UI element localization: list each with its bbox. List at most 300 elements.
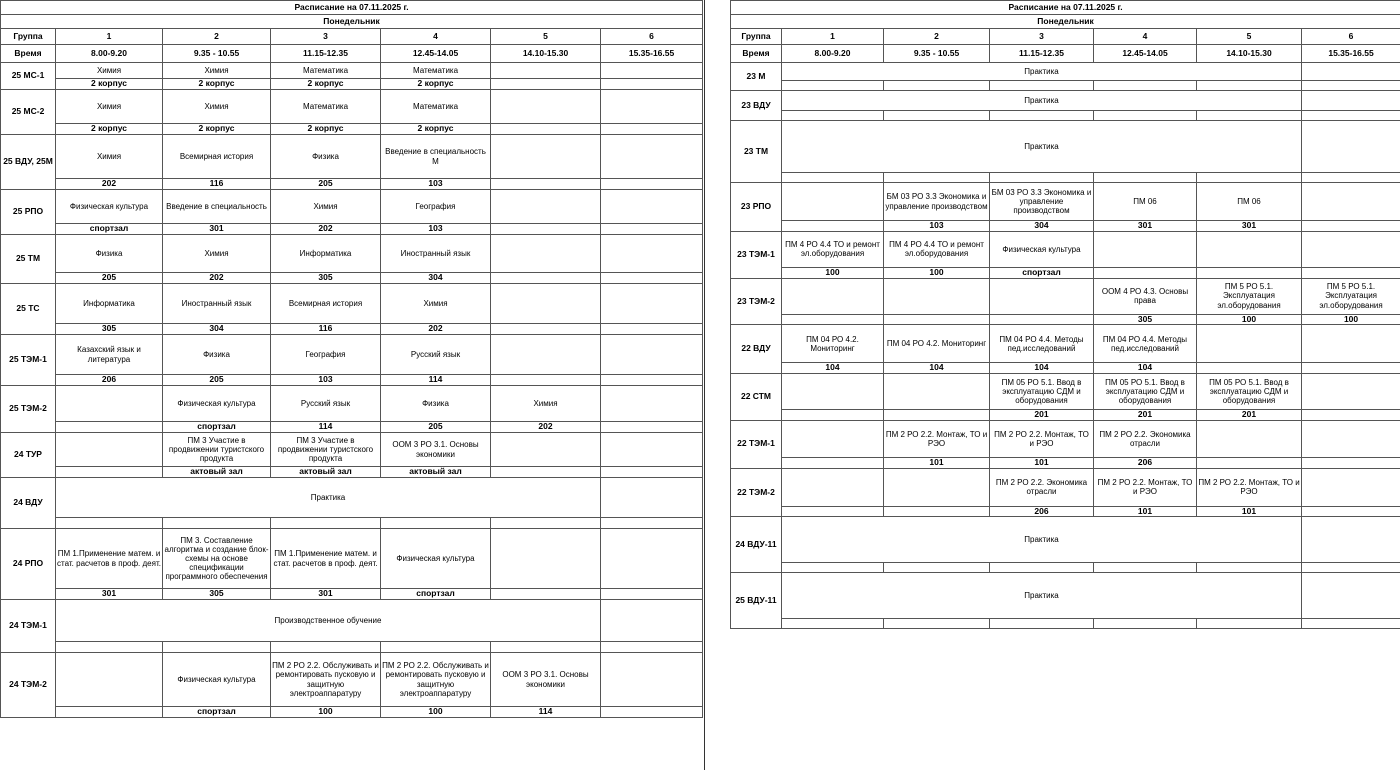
lesson-room: [1197, 173, 1302, 183]
group-name: 25 РПО: [1, 190, 56, 235]
group-row: [731, 231, 1400, 267]
lesson-room: [601, 79, 703, 90]
lesson-subject: Введение в специальность М: [381, 135, 491, 179]
lesson-room: 2 корпус: [381, 79, 491, 90]
group-row: [731, 183, 1400, 221]
lesson-subject: [782, 374, 884, 410]
group-name: 25 МС-1: [1, 63, 56, 90]
lesson-subject: ПМ 2 РО 2.2. Монтаж, ТО и РЭО: [990, 420, 1094, 457]
lesson-subject: [601, 284, 703, 324]
lesson-subject: ПМ 2 РО 2.2. Экономика отрасли: [1094, 420, 1197, 457]
lesson-subject: ПМ 5 РО 5.1. Эксплуатация эл.оборудования: [1302, 278, 1400, 314]
lesson-room: [782, 410, 884, 421]
room-row: [731, 410, 1400, 421]
lesson-subject: Информатика: [56, 284, 163, 324]
lesson-subject: ПМ 4 РО 4.4 ТО и ремонт эл.оборудования: [884, 231, 990, 267]
lesson-subject: Химия: [163, 63, 271, 79]
pair-number: 4: [1094, 29, 1197, 45]
room-row: [731, 173, 1400, 183]
lesson-subject: Русский язык: [381, 335, 491, 375]
lesson-room: [990, 173, 1094, 183]
lesson-subject: [1302, 63, 1400, 81]
lesson-room: [1302, 410, 1400, 421]
room-row: [731, 563, 1400, 573]
lesson-subject: Физическая культура: [163, 653, 271, 707]
lesson-subject: [782, 278, 884, 314]
group-row: [1, 478, 703, 518]
group-name: 25 ВДУ-11: [731, 573, 782, 629]
group-row: [731, 278, 1400, 314]
lesson-room: [782, 221, 884, 232]
lesson-room: спортзал: [163, 707, 271, 718]
pair-time: 12.45-14.05: [381, 45, 491, 63]
group-name: 25 ВДУ, 25М: [1, 135, 56, 190]
lesson-room: 205: [381, 422, 491, 433]
lesson-room: [491, 324, 601, 335]
group-row: [731, 420, 1400, 457]
lesson-subject: ПМ 2 РО 2.2. Монтаж, ТО и РЭО: [1094, 468, 1197, 506]
lesson-subject: Химия: [56, 135, 163, 179]
lesson-subject: Математика: [381, 63, 491, 79]
lesson-room: 201: [1094, 410, 1197, 421]
lesson-subject: ПМ 04 РО 4.4. Методы пед.исследований: [990, 325, 1094, 363]
lesson-room: 104: [1094, 363, 1197, 374]
lesson-room: 202: [271, 224, 381, 235]
lesson-room: спортзал: [990, 267, 1094, 278]
lesson-room: 305: [271, 273, 381, 284]
lesson-room: 202: [56, 179, 163, 190]
lesson-subject: Химия: [491, 386, 601, 422]
group-row: [1, 335, 703, 375]
lesson-subject: ПМ 04 РО 4.2. Мониторинг: [782, 325, 884, 363]
lesson-room: 305: [1094, 314, 1197, 325]
lesson-subject: Физическая культура: [381, 529, 491, 589]
schedule-day: Понедельник: [731, 15, 1400, 29]
lesson-room: 100: [884, 267, 990, 278]
lesson-room: 201: [1197, 410, 1302, 421]
lesson-subject: [491, 433, 601, 467]
group-name: 24 РПО: [1, 529, 56, 600]
lesson-room: [491, 179, 601, 190]
lesson-room: [1094, 111, 1197, 121]
lesson-subject: Иностранный язык: [381, 235, 491, 273]
lesson-subject: [601, 433, 703, 467]
lesson-subject: [491, 90, 601, 124]
lesson-room: [1197, 363, 1302, 374]
lesson-room: [381, 518, 491, 529]
pair-time: 9.35 - 10.55: [884, 45, 990, 63]
lesson-subject: ПМ 06: [1197, 183, 1302, 221]
group-row: [731, 517, 1400, 563]
lesson-room: 2 корпус: [271, 79, 381, 90]
lesson-room: [1302, 363, 1400, 374]
lesson-subject: Химия: [163, 90, 271, 124]
room-row: [731, 619, 1400, 629]
group-name: 25 ТЭМ-2: [1, 386, 56, 433]
group-row: [1, 63, 703, 79]
pair-time: 15.35-16.55: [1302, 45, 1400, 63]
group-name: 22 ТЭМ-1: [731, 420, 782, 468]
pair-time: 14.10-15.30: [1197, 45, 1302, 63]
lesson-subject: ПМ 5 РО 5.1. Эксплуатация эл.оборудования: [1197, 278, 1302, 314]
schedule-table-left: [0, 0, 703, 718]
room-row: [1, 179, 703, 190]
group-name: 24 ВДУ: [1, 478, 56, 529]
lesson-subject: Химия: [271, 190, 381, 224]
lesson-room: 304: [381, 273, 491, 284]
lesson-subject: Русский язык: [271, 386, 381, 422]
lesson-subject: БМ 03 РО 3.3 Экономика и управление производством: [884, 183, 990, 221]
lesson-room: [601, 124, 703, 135]
lesson-room: [782, 619, 884, 629]
lesson-subject: [1302, 374, 1400, 410]
group-name: 23 ТМ: [731, 121, 782, 183]
lesson-subject: Химия: [163, 235, 271, 273]
lesson-room: [601, 589, 703, 600]
pair-time: 8.00-9.20: [56, 45, 163, 63]
lesson-room: [491, 124, 601, 135]
group-name: 25 ТС: [1, 284, 56, 335]
room-row: [1, 467, 703, 478]
lesson-room: спортзал: [56, 224, 163, 235]
lesson-subject: [491, 235, 601, 273]
group-row: [1, 135, 703, 179]
lesson-subject: ПМ 2 РО 2.2. Обслуживать и ремонтировать пусковую и защитную электроаппаратуру: [381, 653, 491, 707]
lesson-subject: Физическая культура: [56, 190, 163, 224]
lesson-room: 104: [990, 363, 1094, 374]
lesson-subject: [601, 190, 703, 224]
group-row: [1, 190, 703, 224]
lesson-room: 304: [990, 221, 1094, 232]
room-row: [731, 221, 1400, 232]
room-row: [1, 518, 703, 529]
group-name: 23 ВДУ: [731, 91, 782, 121]
lesson-subject: [601, 600, 703, 642]
lesson-room: [56, 707, 163, 718]
schedule-panel-right: [730, 0, 1400, 770]
lesson-subject: [1302, 420, 1400, 457]
pair-number: 4: [381, 29, 491, 45]
lesson-room: 206: [1094, 457, 1197, 468]
lesson-subject: Иностранный язык: [163, 284, 271, 324]
lesson-room: [1302, 81, 1400, 91]
lesson-room: 2 корпус: [163, 79, 271, 90]
lesson-room: [491, 79, 601, 90]
pair-number: 1: [782, 29, 884, 45]
lesson-subject: [601, 63, 703, 79]
lesson-room: 114: [491, 707, 601, 718]
lesson-room: 101: [1197, 506, 1302, 517]
lesson-room: [601, 422, 703, 433]
lesson-room: [1197, 81, 1302, 91]
group-row: [731, 91, 1400, 111]
lesson-subject: Физика: [381, 386, 491, 422]
lesson-room: [491, 589, 601, 600]
lesson-room: [491, 642, 601, 653]
lesson-room: 202: [381, 324, 491, 335]
merged-activity: Производственное обучение: [56, 600, 601, 642]
lesson-room: 305: [56, 324, 163, 335]
group-row: [731, 63, 1400, 81]
lesson-room: [271, 642, 381, 653]
lesson-room: [884, 563, 990, 573]
merged-activity: Практика: [782, 91, 1302, 111]
lesson-subject: [601, 135, 703, 179]
lesson-subject: Физическая культура: [163, 386, 271, 422]
lesson-subject: Физика: [163, 335, 271, 375]
lesson-room: 304: [163, 324, 271, 335]
lesson-subject: Информатика: [271, 235, 381, 273]
lesson-subject: Химия: [381, 284, 491, 324]
pair-time: 12.45-14.05: [1094, 45, 1197, 63]
lesson-room: [601, 324, 703, 335]
lesson-room: [990, 314, 1094, 325]
lesson-room: 205: [163, 375, 271, 386]
lesson-room: [1197, 457, 1302, 468]
lesson-room: 2 корпус: [271, 124, 381, 135]
lesson-room: 301: [163, 224, 271, 235]
room-row: [1, 224, 703, 235]
lesson-room: 100: [782, 267, 884, 278]
lesson-room: 2 корпус: [163, 124, 271, 135]
lesson-subject: Химия: [56, 90, 163, 124]
group-name: 24 ТЭМ-1: [1, 600, 56, 653]
lesson-subject: [601, 335, 703, 375]
lesson-room: [56, 467, 163, 478]
lesson-room: [601, 467, 703, 478]
lesson-subject: Физика: [56, 235, 163, 273]
merged-activity: Практика: [782, 573, 1302, 619]
lesson-subject: ПМ 2 РО 2.2. Монтаж, ТО и РЭО: [1197, 468, 1302, 506]
lesson-room: 205: [56, 273, 163, 284]
lesson-room: 101: [1094, 506, 1197, 517]
lesson-room: 202: [163, 273, 271, 284]
lesson-room: спортзал: [381, 589, 491, 600]
lesson-room: [782, 457, 884, 468]
lesson-subject: Всемирная история: [163, 135, 271, 179]
pair-number: 3: [271, 29, 381, 45]
room-row: [731, 457, 1400, 468]
lesson-subject: [601, 653, 703, 707]
lesson-subject: [1094, 231, 1197, 267]
lesson-room: 301: [1094, 221, 1197, 232]
group-name: 22 СТМ: [731, 374, 782, 421]
merged-activity: Практика: [56, 478, 601, 518]
group-name: 24 ТУР: [1, 433, 56, 478]
lesson-room: [1094, 81, 1197, 91]
lesson-room: [1197, 111, 1302, 121]
lesson-room: 114: [271, 422, 381, 433]
lesson-room: 103: [271, 375, 381, 386]
group-row: [731, 468, 1400, 506]
group-name: 23 М: [731, 63, 782, 91]
pair-time: 8.00-9.20: [782, 45, 884, 63]
lesson-room: [990, 619, 1094, 629]
lesson-subject: ПМ 04 РО 4.2. Мониторинг: [884, 325, 990, 363]
lesson-room: [884, 619, 990, 629]
lesson-room: 103: [884, 221, 990, 232]
lesson-subject: [1302, 517, 1400, 563]
lesson-subject: ПМ 2 РО 2.2. Экономика отрасли: [990, 468, 1094, 506]
lesson-room: [56, 642, 163, 653]
lesson-subject: ООМ 3 РО 3.1. Основы экономики: [491, 653, 601, 707]
lesson-room: [601, 707, 703, 718]
lesson-room: [601, 179, 703, 190]
lesson-room: [56, 422, 163, 433]
lesson-room: 116: [163, 179, 271, 190]
lesson-subject: [601, 235, 703, 273]
lesson-subject: ПМ 04 РО 4.4. Методы пед.исследований: [1094, 325, 1197, 363]
schedule-table-right: [730, 0, 1400, 629]
lesson-subject: БМ 03 РО 3.3 Экономика и управление производством: [990, 183, 1094, 221]
lesson-room: [601, 375, 703, 386]
group-header: Группа: [1, 29, 56, 45]
lesson-subject: ПМ 2 РО 2.2. Обслуживать и ремонтировать пусковую и защитную электроаппаратуру: [271, 653, 381, 707]
lesson-room: [1094, 619, 1197, 629]
group-row: [1, 600, 703, 642]
lesson-room: [884, 506, 990, 517]
merged-activity: Практика: [782, 63, 1302, 81]
lesson-room: [884, 81, 990, 91]
lesson-subject: ПМ 1.Применение матем. и стат. расчетов в проф. деят.: [56, 529, 163, 589]
lesson-subject: [56, 653, 163, 707]
lesson-subject: [1302, 325, 1400, 363]
lesson-room: [491, 518, 601, 529]
lesson-room: 101: [990, 457, 1094, 468]
lesson-room: 301: [56, 589, 163, 600]
panel-divider: [704, 0, 705, 770]
lesson-subject: Математика: [271, 63, 381, 79]
lesson-subject: Введение в специальность: [163, 190, 271, 224]
lesson-room: [990, 111, 1094, 121]
room-row: [1, 324, 703, 335]
group-name: 25 ТЭМ-1: [1, 335, 56, 386]
lesson-room: 103: [381, 224, 491, 235]
lesson-subject: ООМ 3 РО 3.1. Основы экономики: [381, 433, 491, 467]
lesson-room: 206: [990, 506, 1094, 517]
lesson-room: [1197, 619, 1302, 629]
lesson-room: 103: [381, 179, 491, 190]
group-name: 24 ВДУ-11: [731, 517, 782, 573]
lesson-room: [1302, 619, 1400, 629]
room-row: [731, 314, 1400, 325]
room-row: [1, 79, 703, 90]
lesson-room: [56, 518, 163, 529]
group-name: 22 ВДУ: [731, 325, 782, 374]
room-row: [731, 506, 1400, 517]
room-row: [1, 375, 703, 386]
lesson-subject: Физика: [271, 135, 381, 179]
merged-activity: Практика: [782, 517, 1302, 563]
lesson-subject: ПМ 2 РО 2.2. Монтаж, ТО и РЭО: [884, 420, 990, 457]
lesson-subject: ПМ 3. Составление алгоритма и создание блок-схемы на основе спецификации программного обеспечения: [163, 529, 271, 589]
lesson-room: актовый зал: [271, 467, 381, 478]
group-row: [1, 386, 703, 422]
lesson-room: [601, 642, 703, 653]
lesson-room: 305: [163, 589, 271, 600]
lesson-room: [990, 563, 1094, 573]
lesson-room: 2 корпус: [381, 124, 491, 135]
lesson-subject: [782, 183, 884, 221]
pair-number: 3: [990, 29, 1094, 45]
room-row: [1, 124, 703, 135]
lesson-subject: [491, 135, 601, 179]
lesson-subject: ПМ 3 Участие в продвижении туристского продукта: [163, 433, 271, 467]
lesson-room: 2 корпус: [56, 79, 163, 90]
pair-number: 6: [1302, 29, 1400, 45]
room-row: [1, 422, 703, 433]
lesson-subject: [1197, 231, 1302, 267]
group-row: [731, 374, 1400, 410]
lesson-room: [163, 642, 271, 653]
lesson-room: [884, 410, 990, 421]
lesson-subject: [1302, 121, 1400, 173]
schedule-title: Расписание на 07.11.2025 г.: [731, 1, 1400, 15]
lesson-room: 2 корпус: [56, 124, 163, 135]
pair-time: 11.15-12.35: [990, 45, 1094, 63]
lesson-subject: [491, 529, 601, 589]
group-row: [731, 121, 1400, 173]
lesson-room: 100: [381, 707, 491, 718]
room-row: [731, 81, 1400, 91]
merged-activity: Практика: [782, 121, 1302, 173]
lesson-room: актовый зал: [163, 467, 271, 478]
lesson-room: [491, 273, 601, 284]
lesson-subject: Математика: [381, 90, 491, 124]
lesson-subject: [782, 420, 884, 457]
lesson-subject: Химия: [56, 63, 163, 79]
group-row: [1, 90, 703, 124]
pair-time: 14.10-15.30: [491, 45, 601, 63]
lesson-subject: Математика: [271, 90, 381, 124]
lesson-room: [1094, 173, 1197, 183]
lesson-room: 301: [1197, 221, 1302, 232]
lesson-subject: [884, 374, 990, 410]
pair-number: 5: [491, 29, 601, 45]
group-name: 25 ТМ: [1, 235, 56, 284]
pair-number: 5: [1197, 29, 1302, 45]
lesson-subject: [601, 529, 703, 589]
lesson-room: [1302, 267, 1400, 278]
lesson-subject: [491, 335, 601, 375]
lesson-room: [601, 518, 703, 529]
room-row: [731, 111, 1400, 121]
lesson-room: [1302, 173, 1400, 183]
group-name: 25 МС-2: [1, 90, 56, 135]
lesson-subject: [56, 386, 163, 422]
lesson-subject: [884, 468, 990, 506]
group-row: [731, 325, 1400, 363]
lesson-subject: [1197, 325, 1302, 363]
lesson-subject: [491, 284, 601, 324]
group-row: [1, 235, 703, 273]
lesson-room: 104: [782, 363, 884, 374]
lesson-room: [1302, 221, 1400, 232]
room-row: [1, 589, 703, 600]
group-row: [1, 433, 703, 467]
lesson-room: [491, 224, 601, 235]
lesson-room: [884, 111, 990, 121]
lesson-room: [271, 518, 381, 529]
lesson-subject: ПМ 3 Участие в продвижении туристского продукта: [271, 433, 381, 467]
lesson-room: [1302, 563, 1400, 573]
lesson-subject: [1302, 468, 1400, 506]
lesson-subject: [56, 433, 163, 467]
lesson-subject: География: [271, 335, 381, 375]
group-row: [731, 573, 1400, 619]
lesson-subject: [601, 90, 703, 124]
lesson-room: 201: [990, 410, 1094, 421]
